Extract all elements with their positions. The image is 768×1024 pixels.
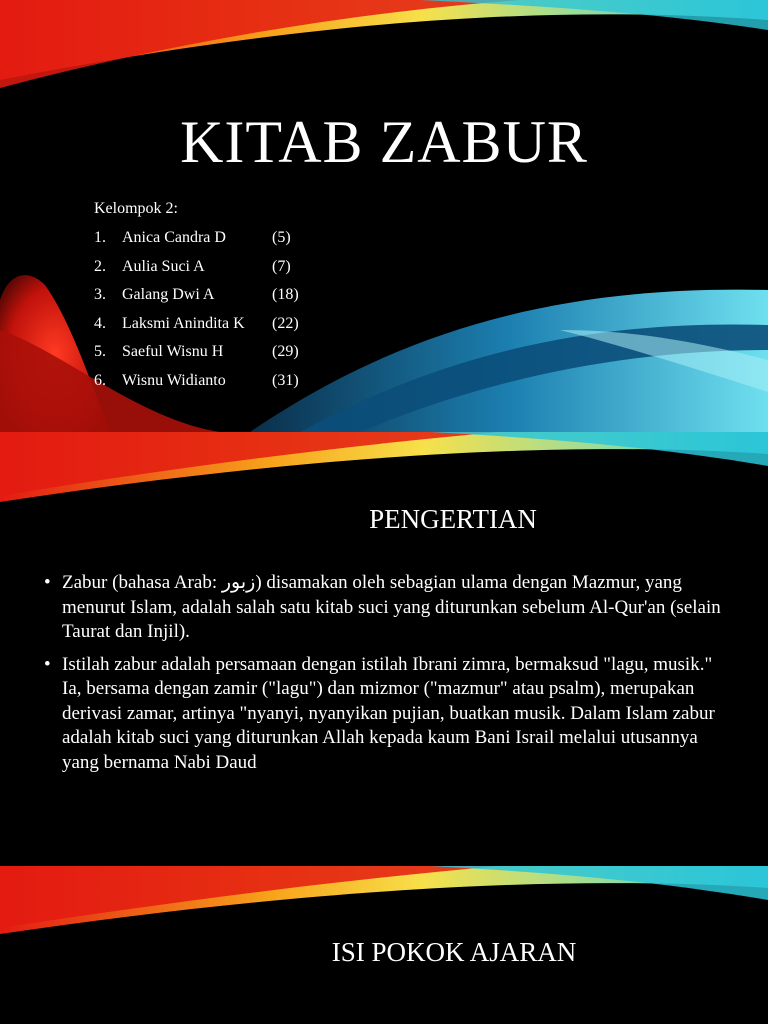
slide-2 [0,432,768,866]
slide-1 [0,0,768,432]
slide-3 [0,866,768,1024]
member-item: 1. Anica Candra D (5) [94,229,291,246]
member-item: 4. Laksmi Anindita K (22) [94,314,299,332]
member-item: 6. Wisnu Widianto (31) [94,371,299,389]
group-label: Kelompok 2: [94,200,178,217]
slide-1-title: KITAB ZABUR [180,109,588,175]
member-item: 5. Saeful Wisnu H (29) [94,343,299,361]
slide-2-title: PENGERTIAN [369,504,537,534]
slide-3-title: ISI POKOK AJARAN [331,937,577,967]
definition-bullets [44,571,724,783]
bullet-item: • Istilah zabur adalah persamaan dengan istilah Ibrani zimra, bermaksud "lagu, musik." Ia, bersama dengan zamir ("lagu") dan mizmor ("mazmur" atau psalm), merupakan derivasi zamar, artinya "nyanyi, nyanyikan pujian, buatkan musik. Dalam Islam zabur adalah kitab suci yang diturunkan Allah kepada kaum Bani Israil melalui utusannya yang bernama Nabi Daud [44,653,724,776]
member-item: 2. Aulia Suci A (7) [94,257,291,275]
member-item: 3. Galang Dwi A (18) [94,286,299,304]
bullet-item: • Zabur (bahasa Arab: زبور) disamakan oleh sebagian ulama dengan Mazmur, yang menurut Islam, adalah salah satu kitab suci yang diturunkan sebelum Al-Qur'an (selain Taurat dan Injil). [44,571,724,645]
member-list [94,229,332,401]
